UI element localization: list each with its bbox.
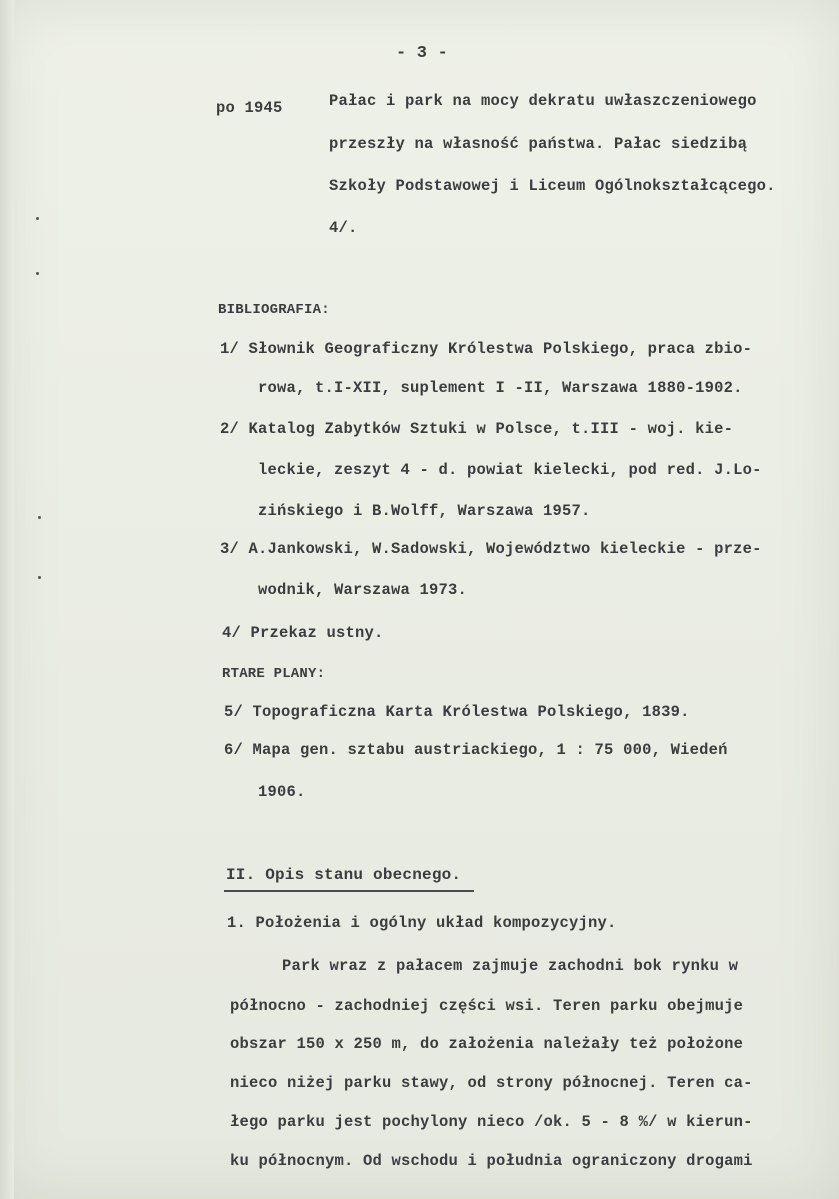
section-title-underline (224, 890, 474, 892)
bibliography-entry-1: 1/ Słownik Geograficzny Królestwa Polskiego, praca zbio- (220, 340, 753, 358)
history-year: po 1945 (216, 99, 283, 117)
bibliography-entry-4: 4/ Przekaz ustny. (222, 624, 384, 642)
old-plans-heading: RTARE PLANY: (222, 666, 326, 682)
margin-mark (38, 516, 41, 519)
margin-mark (36, 272, 39, 275)
history-line: Pałac i park na mocy dekratu uwłaszczeniowego (329, 92, 757, 110)
margin-mark (38, 576, 41, 579)
bibliography-entry-2-cont: leckie, zeszyt 4 - d. powiat kielecki, pod red. J.Lo- (258, 461, 762, 479)
paragraph-line: nieco niżej parku stawy, od strony północnej. Teren ca- (230, 1074, 753, 1092)
section-title: II. Opis stanu obecnego. (226, 866, 462, 884)
bibliography-entry-2-cont: zińskiego i B.Wolff, Warszawa 1957. (258, 502, 591, 520)
paragraph-line: łego parku jest pochylony nieco /ok. 5 - 8 %/ w kierun- (230, 1113, 753, 1131)
margin-mark (36, 217, 39, 220)
paragraph-line: Park wraz z pałacem zajmuje zachodni bok rynku w (282, 957, 739, 975)
history-line: przeszły na własność państwa. Pałac siedzibą (329, 135, 748, 153)
history-line: 4/. (329, 219, 358, 237)
page-edge (0, 0, 14, 1199)
bibliography-entry-3: 3/ A.Jankowski, W.Sadowski, Województwo kieleckie - prze- (220, 540, 762, 558)
section-subtitle: 1. Położenia i ogólny układ kompozycyjny. (227, 914, 617, 932)
paragraph-line: obszar 150 x 250 m, do założenia należały też położone (230, 1035, 744, 1053)
old-plans-entry-6: 6/ Mapa gen. sztabu austriackiego, 1 : 75 000, Wiedeń (224, 741, 728, 759)
paragraph-line: ku północnym. Od wschodu i południa ograniczony drogami (230, 1152, 753, 1170)
bibliography-entry-3-cont: wodnik, Warszawa 1973. (258, 581, 468, 599)
old-plans-entry-5: 5/ Topograficzna Karta Królestwa Polskiego, 1839. (224, 703, 690, 721)
bibliography-heading: BIBLIOGRAFIA: (218, 302, 330, 318)
bibliography-entry-1-cont: rowa, t.I-XII, suplement I -II, Warszawa 1880-1902. (258, 379, 743, 397)
history-line: Szkoły Podstawowej i Liceum Ogólnokształcącego. (329, 177, 776, 195)
page-number: - 3 - (396, 44, 449, 63)
old-plans-entry-6-cont: 1906. (258, 783, 306, 801)
paragraph-line: północno - zachodniej części wsi. Teren parku obejmuje (230, 997, 744, 1015)
bibliography-entry-2: 2/ Katalog Zabytków Sztuki w Polsce, t.III - woj. kie- (220, 420, 734, 438)
